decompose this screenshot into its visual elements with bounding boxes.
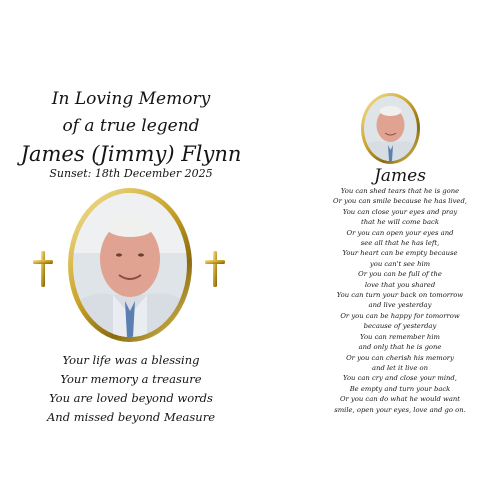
- poem-line: Or you can do what he would want: [339, 395, 461, 404]
- poem-line: You can close your eyes and pray: [342, 207, 458, 216]
- poem-line: and live yesterday: [368, 301, 432, 310]
- poem-line: You can turn your back on tomorrow: [336, 291, 464, 300]
- back-name: James: [374, 166, 426, 186]
- poem-line: Be empty and turn your back: [349, 384, 451, 393]
- back-panel: [300, 0, 500, 500]
- poem-line: you can't see him: [369, 259, 431, 268]
- cross-icon-right: [204, 250, 226, 288]
- sunset-date: Sunset: 18th December 2025: [49, 167, 213, 180]
- portrait-photo: [68, 188, 192, 342]
- poem-line: You can cry and close your mind,: [343, 374, 457, 383]
- verse-line: Your life was a blessing: [62, 353, 200, 367]
- poem-line: and let it live on: [372, 363, 428, 372]
- front-verse: [0, 351, 262, 427]
- verse-line: You are loved beyond words: [49, 391, 213, 405]
- poem-line: Your heart can be empty because: [342, 249, 458, 258]
- deceased-name: James (Jimmy) Flynn: [20, 142, 242, 166]
- back-poem: [300, 186, 500, 415]
- poem-line: that he will come back: [361, 218, 439, 227]
- poem-line: Or you can be full of the: [358, 270, 442, 279]
- verse-line: And missed beyond Measure: [47, 410, 215, 424]
- verse-line: Your memory a treasure: [60, 372, 202, 386]
- poem-line: and only that he is gone: [358, 343, 442, 352]
- heading-line-1: In Loving Memory: [51, 89, 211, 109]
- poem-line: Or you can be happy for tomorrow: [340, 311, 460, 320]
- poem-line: love that you shared: [364, 280, 436, 289]
- heading-line-2: of a true legend: [62, 116, 200, 136]
- poem-line: Or you can open your eyes and: [346, 228, 454, 237]
- poem-line: Or you can smile because he has lived,: [333, 197, 467, 206]
- poem-line: see all that he has left,: [360, 239, 440, 248]
- poem-line: You can remember him: [360, 332, 440, 341]
- poem-line: smile, open your eyes, love and go on.: [334, 405, 466, 414]
- poem-line: Or you can cherish his memory: [346, 353, 454, 362]
- cross-icon-left: [32, 250, 54, 288]
- poem-line: You can shed tears that he is gone: [340, 187, 460, 195]
- poem-line: because of yesterday: [363, 322, 437, 331]
- portrait-photo-small: [361, 93, 420, 164]
